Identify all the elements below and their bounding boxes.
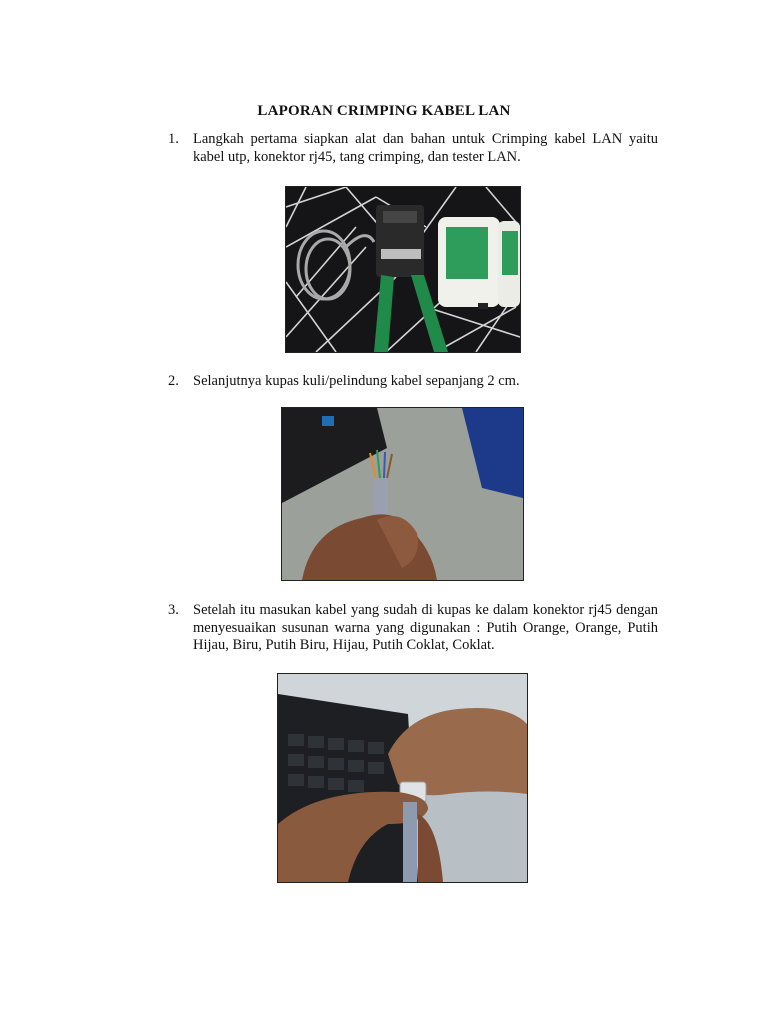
step-1-text: Langkah pertama siapkan alat dan bahan untuk Crimping kabel LAN yaitu kabel utp, konektor rj45, tang crimping, dan tester LAN. — [193, 131, 658, 165]
step-1-number: 1. — [168, 131, 179, 147]
step-1 — [168, 131, 658, 166]
connector-photo-illustration — [278, 674, 527, 882]
step-2-text: Selanjutnya kupas kuli/pelindung kabel sepanjang 2 cm. — [193, 373, 520, 389]
tools-photo-illustration — [286, 187, 520, 352]
photo-inserting-connector — [277, 673, 528, 883]
document-title: LAPORAN CRIMPING KABEL LAN — [257, 103, 511, 119]
step-3-number: 3. — [168, 602, 179, 618]
stripping-photo-illustration — [282, 408, 523, 580]
step-2 — [168, 373, 658, 391]
step-3-text: Setelah itu masukan kabel yang sudah di kupas ke dalam konektor rj45 dengan menyesuaikan susunan warna yang digunakan : Putih Orange, Orange, Putih Hijau, Biru, Putih Biru, Hijau, Putih Coklat, Coklat. — [193, 602, 658, 653]
step-3 — [168, 602, 658, 655]
step-2-number: 2. — [168, 373, 179, 389]
photo-tools-materials — [285, 186, 521, 353]
photo-stripping-cable — [281, 407, 524, 581]
